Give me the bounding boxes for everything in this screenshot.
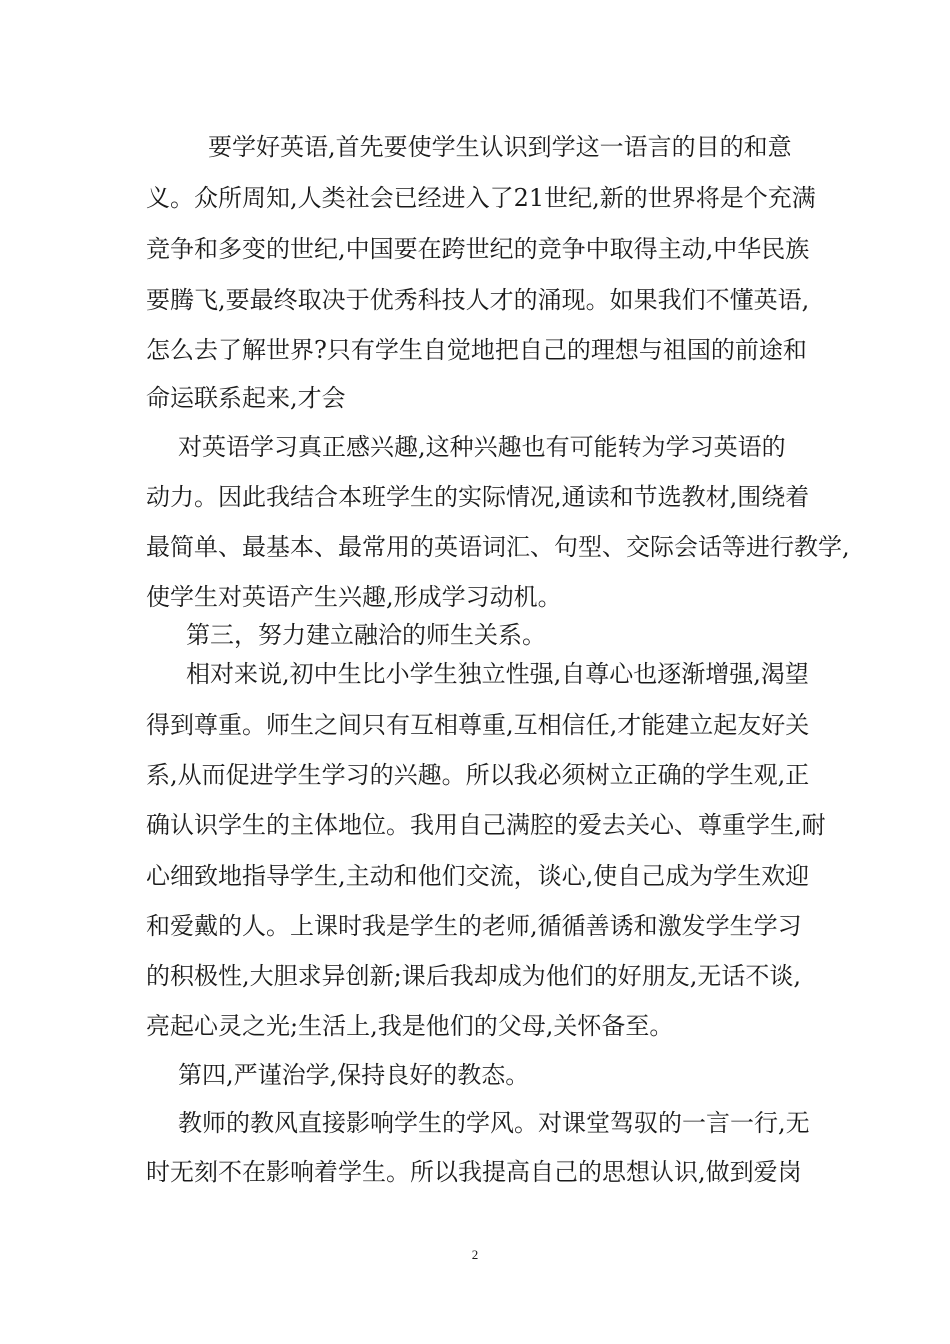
text-line: 对英语学习真正感兴趣,这种兴趣也有可能转为学习英语的 [178, 433, 786, 461]
text-line: 心细致地指导学生,主动和他们交流，谈心,使自己成为学生欢迎 [146, 862, 810, 890]
section-heading: 第四,严谨治学,保持良好的教态。 [178, 1061, 530, 1089]
text-line: 亮起心灵之光;生活上,我是他们的父母,关怀备至。 [146, 1012, 674, 1040]
page-number: 2 [471, 1247, 479, 1262]
text-line: 时无刻不在影响着学生。所以我提高自己的思想认识,做到爱岗 [146, 1158, 802, 1186]
text-line: 相对来说,初中生比小学生独立性强,自尊心也逐渐增强,渴望 [186, 660, 809, 688]
text-line: 教师的教风直接影响学生的学风。对课堂驾驭的一言一行,无 [178, 1109, 810, 1137]
section-heading: 第三，努力建立融洽的师生关系。 [186, 621, 546, 649]
text-line: 命运联系起来,才会 [146, 384, 346, 412]
text-line: 竞争和多变的世纪,中国要在跨世纪的竞争中取得主动,中华民族 [146, 235, 810, 263]
text-line: 怎么去了解世界?只有学生自觉地把自己的理想与祖国的前途和 [146, 336, 807, 364]
text-line: 得到尊重。师生之间只有互相尊重,互相信任,才能建立起友好关 [146, 711, 810, 739]
text-line: 要腾飞,要最终取决于优秀科技人才的涌现。如果我们不懂英语, [146, 286, 810, 314]
text-line: 义。众所周知,人类社会已经进入了21世纪,新的世界将是个充满 [146, 184, 816, 212]
text-line: 确认识学生的主体地位。我用自己满腔的爱去关心、尊重学生,耐 [146, 811, 826, 839]
text-line: 使学生对英语产生兴趣,形成学习动机。 [146, 583, 562, 611]
text-line: 最简单、最基本、最常用的英语词汇、句型、交际会话等进行教学, [146, 533, 850, 561]
text-line: 动力。因此我结合本班学生的实际情况,通读和节选教材,围绕着 [146, 483, 810, 511]
text-line: 系,从而促进学生学习的兴趣。所以我必须树立正确的学生观,正 [146, 761, 810, 789]
text-line: 和爱戴的人。上课时我是学生的老师,循循善诱和激发学生学习 [146, 912, 802, 940]
text-line: 要学好英语,首先要使学生认识到学这一语言的目的和意 [208, 133, 792, 161]
text-line: 的积极性,大胆求异创新;课后我却成为他们的好朋友,无话不谈, [146, 962, 801, 990]
